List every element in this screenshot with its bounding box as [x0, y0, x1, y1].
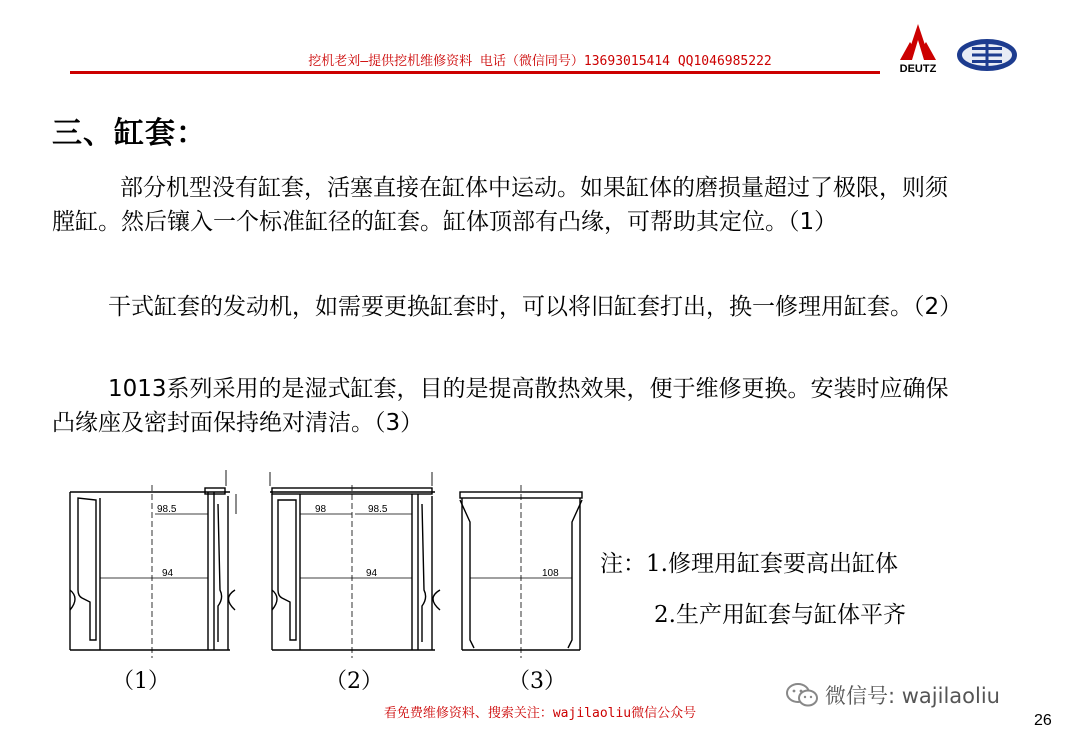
header-divider: [70, 71, 880, 74]
figure-1-drawing: [70, 470, 236, 658]
figure-2-left-dim: 98: [315, 504, 327, 515]
figure-2-drawing: [270, 472, 440, 658]
figure-2-right-dim: 98.5: [368, 504, 388, 515]
deutz-logo: [886, 20, 950, 76]
figure-1-top-dim: 98.5: [157, 504, 177, 515]
footer-promo-text: 看免费维修资料、搜索关注：wajilaoliu微信公众号: [383, 706, 697, 721]
paragraph-3: 1013系列采用的是湿式缸套，目的是提高散热效果，便于维修更换。安装时应确保凸缘座及密封面保持绝对清洁。（3）: [52, 376, 949, 436]
page-number: 26: [1034, 712, 1052, 729]
deutz-logo-text: DEUTZ: [899, 63, 937, 75]
note-2: 2.生产用缸套与缸体平齐: [654, 602, 906, 628]
note-1: 注：1.修理用缸套要高出缸体: [600, 551, 898, 577]
figure-3-bore-dim: 108: [542, 568, 559, 579]
figure-2-bore-dim: 94: [366, 568, 378, 579]
figure-3-label: （3）: [508, 669, 566, 694]
header-contact-text: 挖机老刘—提供挖机维修资料 电话（微信同号）13693015414 QQ1046985222: [308, 54, 772, 69]
figure-3-drawing: [460, 485, 582, 658]
figure-1-label: （1）: [112, 669, 170, 694]
figure-2-label: （2）: [325, 669, 383, 694]
figure-1-bore-dim: 94: [162, 568, 174, 579]
paragraph-1: 部分机型没有缸套，活塞直接在缸体中运动。如果缸体的磨损量超过了极限，则须膛缸。然后镶入一个标准缸径的缸套。缸体顶部有凸缘，可帮助其定位。（1）: [52, 175, 948, 235]
wechat-icon: [785, 682, 819, 708]
paragraph-2: 干式缸套的发动机，如需要更换缸套时，可以将旧缸套打出，换一修理用缸套。（2）: [108, 294, 963, 320]
wechat-id-label: 微信号: wajilaoliu: [825, 684, 1000, 708]
cylinder-liner-drawings: [60, 470, 600, 660]
section-title: 三、缸套：: [52, 116, 207, 151]
faw-logo: [956, 38, 1018, 72]
wechat-watermark: [785, 680, 1000, 710]
